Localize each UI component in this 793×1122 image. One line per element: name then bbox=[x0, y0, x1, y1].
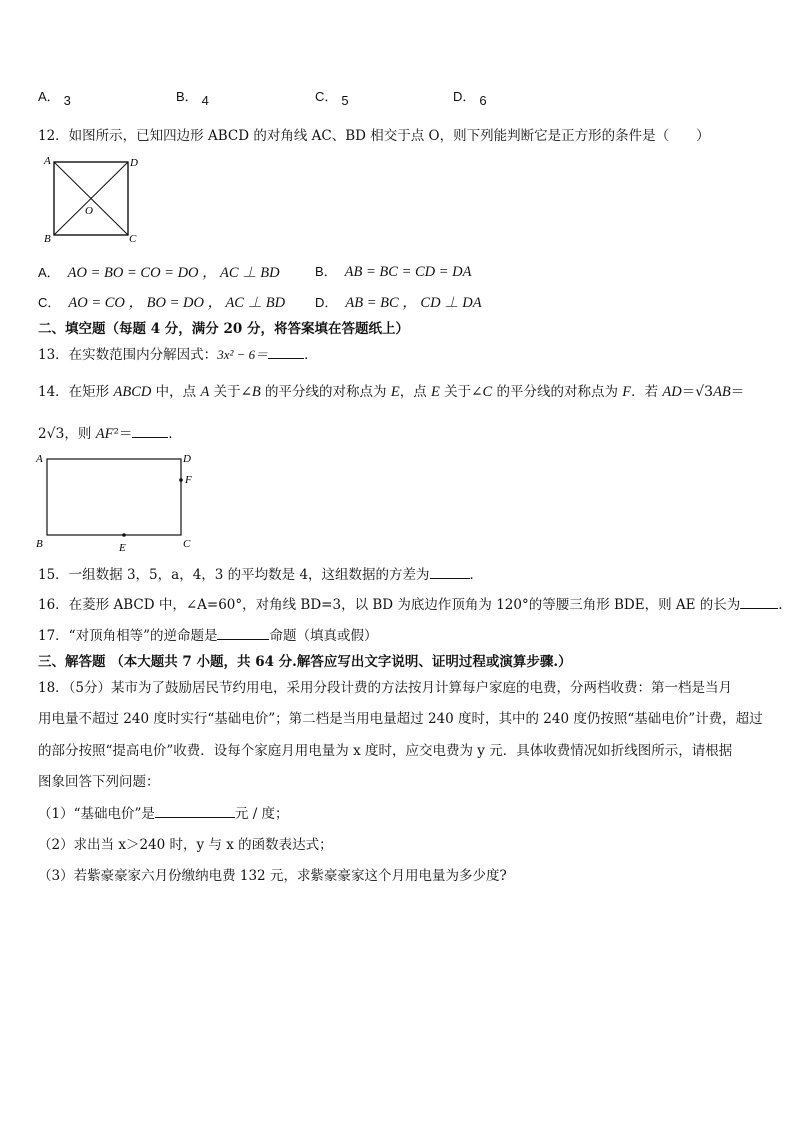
math: B bbox=[251, 384, 261, 400]
math: E bbox=[431, 384, 440, 400]
math: AF bbox=[95, 426, 114, 442]
answer-blank[interactable] bbox=[217, 626, 269, 640]
label-c: C bbox=[183, 538, 191, 550]
math: ABCD bbox=[113, 384, 152, 400]
option-letter: B． bbox=[176, 89, 198, 104]
math: √3 bbox=[695, 384, 714, 400]
q18-sub1-prefix: （1）“基础电价”是 bbox=[38, 806, 155, 822]
text: ，点 bbox=[399, 384, 432, 400]
math: F bbox=[622, 384, 632, 400]
q13 bbox=[38, 343, 318, 363]
option-value: 3 bbox=[63, 93, 71, 108]
math: AB bbox=[713, 384, 731, 400]
q16 bbox=[38, 593, 783, 613]
section-heading-fill-in: 二、填空题（每题 4 分，满分 20 分，将答案填在答题纸上） bbox=[38, 321, 409, 337]
q12-option-a bbox=[38, 261, 280, 282]
q18-sub1-suffix: 元 / 度； bbox=[234, 806, 289, 822]
option-text: AB = BC = CD = DA bbox=[344, 264, 472, 280]
q18-line-3: 的部分按照“提高电价”收费．设每个家庭月用电量为 x 度时，应交电费为 y 元．具体收费情况如折线图所示，请根据 bbox=[38, 743, 733, 759]
q15-suffix: ． bbox=[469, 567, 484, 583]
q18-line-2: 用电量不超过 240 度时实行“基础电价”；第二档是当用电量超过 240 度时，其中的 240 度仍按照“基础电价”计费，超过 bbox=[38, 711, 763, 727]
label-o: O bbox=[85, 205, 93, 217]
q13-prefix: 13．在实数范围内分解因式： bbox=[38, 347, 218, 363]
text: 的平分线的对称点为 bbox=[260, 384, 391, 400]
option-value: 5 bbox=[341, 93, 349, 108]
q11-option-b bbox=[176, 86, 209, 108]
label-a: A bbox=[36, 453, 43, 465]
math: A bbox=[200, 384, 210, 400]
text: 2 bbox=[38, 426, 47, 442]
q17-text: 17．“对顶角相等”的逆命题是 bbox=[38, 628, 218, 644]
option-letter: D． bbox=[315, 295, 338, 310]
q17 bbox=[38, 624, 377, 644]
math: √3 bbox=[46, 426, 65, 442]
q14-line2 bbox=[38, 422, 182, 443]
q11-option-d bbox=[453, 86, 487, 108]
q13-suffix: ． bbox=[304, 347, 318, 363]
rectangle-outline bbox=[47, 459, 181, 535]
text: ． bbox=[168, 426, 182, 442]
answer-blank[interactable] bbox=[132, 424, 168, 438]
q12-square-figure bbox=[40, 154, 140, 246]
q17-suffix: 命题（填真或假） bbox=[269, 628, 378, 644]
q16-suffix: . bbox=[778, 597, 783, 613]
label-e: E bbox=[119, 542, 126, 554]
math: E bbox=[390, 384, 400, 400]
option-letter: C． bbox=[315, 89, 338, 104]
q12-option-b bbox=[315, 261, 472, 281]
text: 的平分线的对称点为 bbox=[492, 384, 623, 400]
q16-text: 16．在菱形 ABCD 中，∠A=60°，对角线 BD=3，以 BD 为底边作顶角为 120°的等腰三角形 BDE，则 AE 的长为 bbox=[38, 597, 741, 613]
answer-blank[interactable] bbox=[430, 565, 470, 579]
section-heading-solutions: 三、解答题 （本大题共 7 小题，共 64 分.解答应写出文字说明、证明过程或演算步骤.） bbox=[38, 654, 572, 670]
q18-sub3: （3）若紫豪豪家六月份缴纳电费 132 元，求紫豪豪家这个月用电量为多少度? bbox=[38, 868, 507, 884]
text: 14．在矩形 bbox=[38, 384, 114, 400]
label-f: F bbox=[185, 474, 192, 486]
option-letter: D． bbox=[453, 89, 476, 104]
text: 关于∠ bbox=[209, 384, 252, 400]
option-letter: A． bbox=[38, 89, 60, 104]
option-letter: C． bbox=[38, 295, 61, 310]
label-b: B bbox=[36, 538, 43, 550]
q11-option-a bbox=[38, 86, 71, 108]
q18-sub2: （2）求出当 x＞240 时，y 与 x 的函数表达式； bbox=[38, 837, 333, 853]
label-d: D bbox=[183, 453, 191, 465]
q18-line-4: 图象回答下列问题： bbox=[38, 774, 160, 790]
q12-option-d bbox=[315, 291, 482, 312]
answer-blank[interactable] bbox=[740, 595, 778, 609]
text: ．若 bbox=[631, 384, 663, 400]
q14-line1 bbox=[38, 380, 744, 401]
q15-text: 15．一组数据 3，5，a，4，3 的平均数是 4，这组数据的方差为 bbox=[38, 567, 430, 583]
math: C bbox=[482, 384, 493, 400]
option-text: AB = BC ， CD ⊥ DA bbox=[345, 295, 482, 311]
q15 bbox=[38, 563, 483, 583]
q11-option-c bbox=[315, 86, 349, 108]
label-d: D bbox=[130, 157, 138, 169]
text: ＝ bbox=[681, 384, 696, 400]
q14-rectangle-figure bbox=[30, 448, 210, 556]
text: 关于∠ bbox=[439, 384, 483, 400]
point-e bbox=[122, 533, 126, 537]
q18-line-1: 18．（5分）某市为了鼓励居民节约用电，采用分段计费的方法按月计算每户家庭的电费，分两档收费：第一档是当月 bbox=[38, 680, 733, 696]
math: AD bbox=[662, 384, 682, 400]
option-letter: B． bbox=[315, 264, 337, 279]
q12-stem: 12．如图所示，已知四边形 ABCD 的对角线 AC、BD 相交于点 O，则下列能判断它是正方形的条件是（ ） bbox=[38, 128, 710, 144]
option-text: AO = CO ， BO = DO ， AC ⊥ BD bbox=[68, 295, 286, 311]
label-b: B bbox=[44, 233, 51, 245]
text: 中，点 bbox=[151, 384, 201, 400]
option-value: 6 bbox=[479, 93, 487, 108]
point-f bbox=[179, 478, 183, 482]
text: ²＝ bbox=[113, 426, 133, 442]
answer-blank[interactable] bbox=[268, 345, 304, 359]
label-c: C bbox=[129, 233, 137, 245]
q18-sub1 bbox=[38, 802, 289, 822]
q13-expression: 3x² − 6＝ bbox=[217, 347, 269, 362]
label-a: A bbox=[44, 155, 51, 167]
text: ＝ bbox=[730, 384, 745, 400]
option-letter: A． bbox=[38, 265, 60, 280]
option-text: AO = BO = CO = DO ， AC ⊥ BD bbox=[67, 265, 280, 281]
text: ，则 bbox=[64, 426, 96, 442]
answer-blank[interactable] bbox=[155, 804, 235, 818]
q12-option-c bbox=[38, 291, 285, 312]
option-value: 4 bbox=[201, 93, 209, 108]
